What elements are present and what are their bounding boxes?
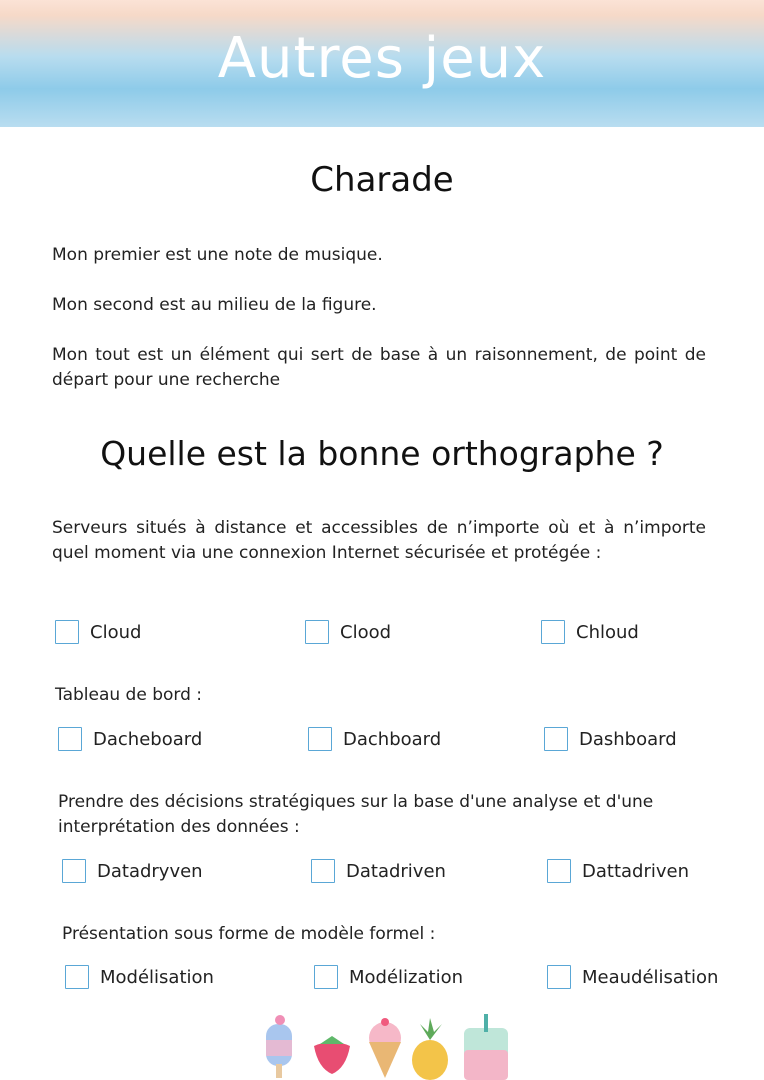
q1-option-3[interactable]	[541, 619, 639, 645]
q4-option-3[interactable]	[547, 964, 718, 990]
q1-option-1[interactable]	[55, 619, 141, 645]
checkbox[interactable]	[547, 965, 571, 989]
ice-cream-cone-icon	[369, 1018, 401, 1078]
option-label: Meaudélisation	[582, 966, 719, 988]
option-label: Modélisation	[100, 966, 214, 988]
checkbox[interactable]	[58, 727, 82, 751]
charade-line-1: Mon premier est une note de musique.	[52, 245, 383, 265]
option-label: Cloud	[90, 621, 142, 643]
option-label: Dachboard	[343, 728, 442, 750]
q4-option-2[interactable]	[314, 964, 463, 990]
checkbox[interactable]	[544, 727, 568, 751]
q3-option-3[interactable]	[547, 858, 689, 884]
option-label: Dacheboard	[93, 728, 203, 750]
q1-option-2[interactable]	[305, 619, 391, 645]
q2-option-3[interactable]	[544, 726, 677, 752]
option-label: Dattadriven	[582, 860, 689, 882]
option-label: Datadriven	[346, 860, 446, 882]
charade-line-2: Mon second est au milieu de la figure.	[52, 295, 377, 315]
option-label: Modélization	[349, 966, 464, 988]
question-3-text: Prendre des décisions stratégiques sur la base d'une analyse et d'une interprétation des données :	[58, 792, 654, 837]
charade-line-3: Mon tout est un élément qui sert de base à un raisonnement, de point de départ pour une recherche	[52, 345, 706, 390]
question-2-text: Tableau de bord :	[55, 685, 203, 705]
option-label: Clood	[340, 621, 392, 643]
food-illustrations	[258, 1010, 514, 1080]
page-title: Autres jeux	[217, 26, 547, 91]
checkbox[interactable]	[55, 620, 79, 644]
q2-option-1[interactable]	[58, 726, 202, 752]
checkbox[interactable]	[547, 859, 571, 883]
q4-option-1[interactable]	[65, 964, 214, 990]
checkbox[interactable]	[541, 620, 565, 644]
q3-option-2[interactable]	[311, 858, 446, 884]
checkbox[interactable]	[305, 620, 329, 644]
pineapple-icon	[412, 1018, 448, 1080]
charade-title: Charade	[310, 160, 454, 200]
strawberry-icon	[314, 1036, 350, 1074]
checkbox[interactable]	[311, 859, 335, 883]
question-4-text: Présentation sous forme de modèle formel :	[62, 924, 436, 944]
option-label: Dashboard	[579, 728, 677, 750]
q3-option-1[interactable]	[62, 858, 203, 884]
q2-option-2[interactable]	[308, 726, 441, 752]
header-banner	[0, 0, 764, 127]
checkbox[interactable]	[308, 727, 332, 751]
option-label: Datadryven	[97, 860, 203, 882]
checkbox[interactable]	[62, 859, 86, 883]
smoothie-icon	[464, 1014, 508, 1080]
checkbox[interactable]	[314, 965, 338, 989]
quiz-title: Quelle est la bonne orthographe ?	[100, 434, 664, 473]
popsicle-icon	[266, 1015, 292, 1078]
question-1-text: Serveurs situés à distance et accessibles de n’importe où et à n’importe quel moment via une connexion Internet sécurisée et protégée :	[52, 518, 706, 563]
option-label: Chloud	[576, 621, 639, 643]
checkbox[interactable]	[65, 965, 89, 989]
